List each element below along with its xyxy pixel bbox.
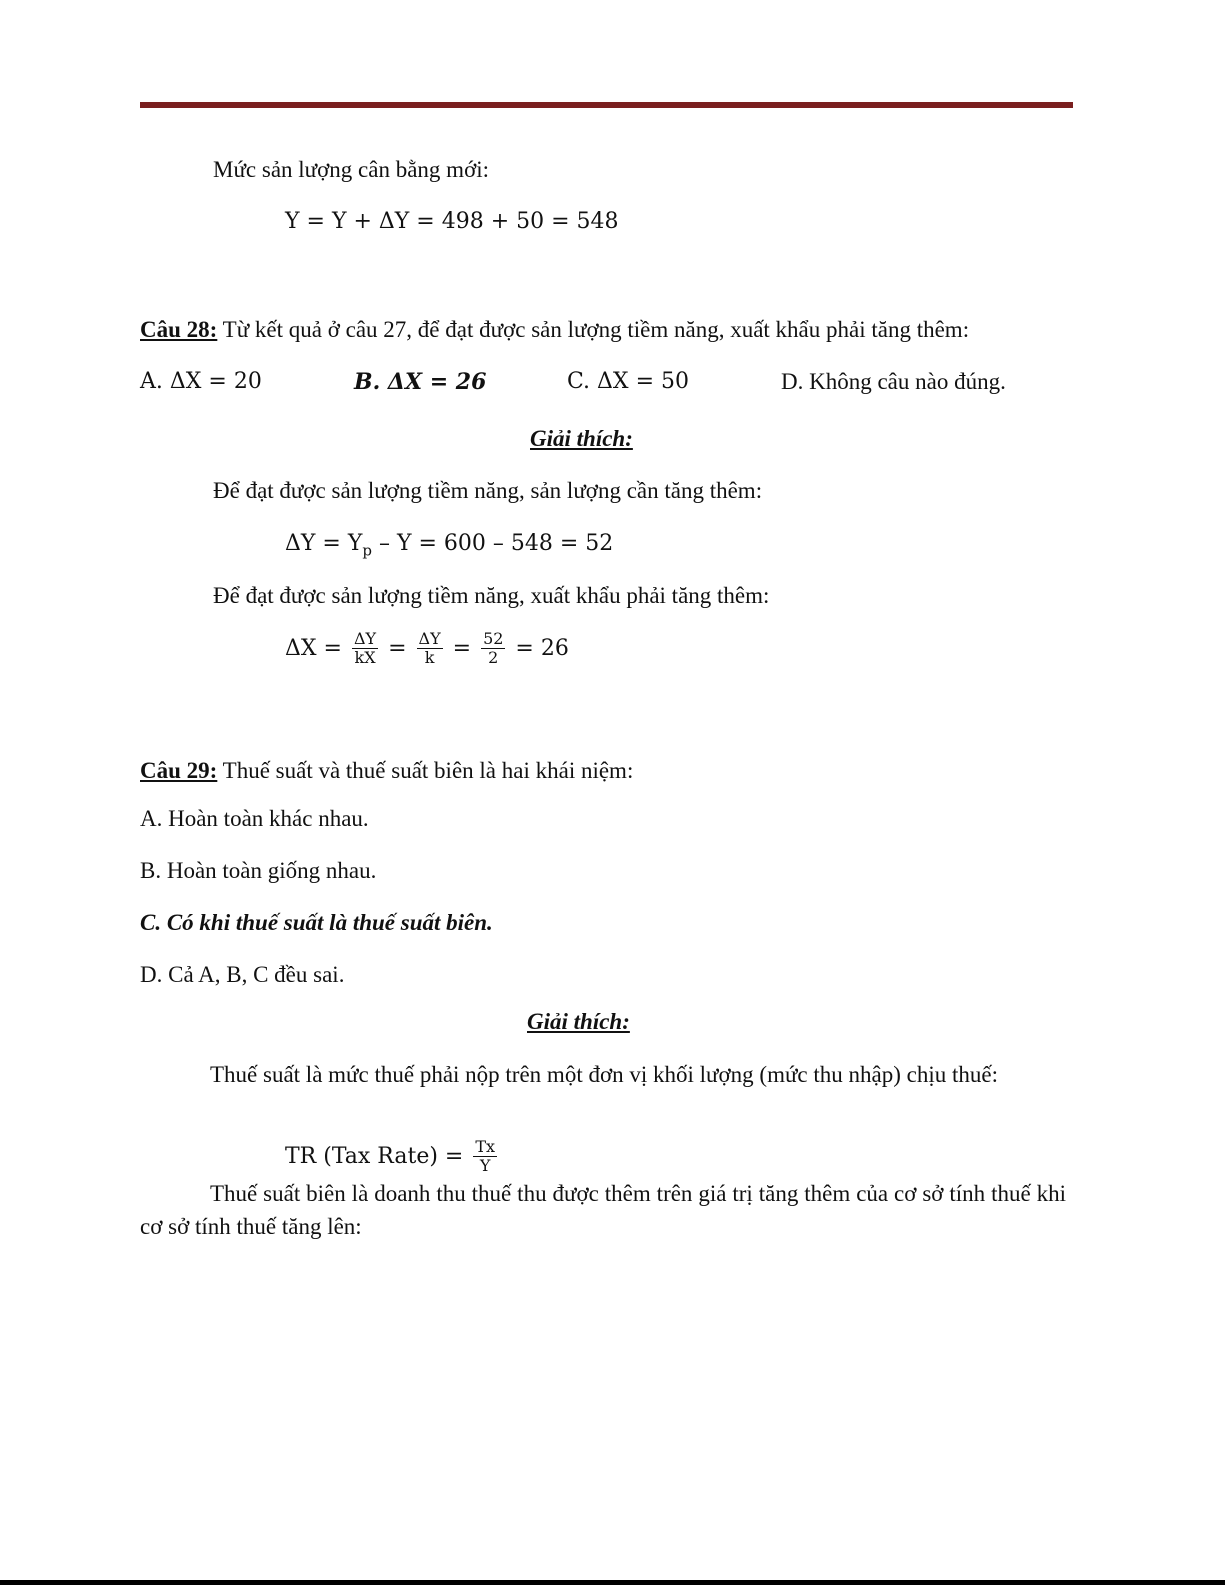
q28-equation-delta-y [285,531,613,559]
q28-explain-line2: Để đạt được sản lượng tiềm năng, xuất khẩu phải tăng thêm: [213,583,770,608]
fraction-52-2 [481,630,505,668]
question-29-label: Câu 29: [140,758,218,783]
q29-option-b: B. Hoàn toàn giống nhau. [140,858,377,883]
fraction-tx-y [473,1138,497,1176]
q28-explain-title: Giải thích: [530,426,633,451]
tr-lhs: TR (Tax Rate) = [285,1143,471,1169]
fraction-numerator: ΔY [418,629,441,648]
q29-option-d: D. Cả A, B, C đều sai. [140,962,345,987]
fraction-denominator: k [424,648,435,668]
fraction-denominator: 2 [488,648,499,668]
eq1-suffix: – Y = 600 – 548 = 52 [371,531,614,556]
tax-rate-equation [285,1138,500,1176]
q28-option-c: C. ΔX = 50 [567,369,689,394]
question-28-label: Câu 28: [140,317,218,342]
para1-text: Thuế suất là mức thuế phải nộp trên một đơn vị khối lượng (mức thu nhập) chịu thuế: [210,1062,998,1087]
eq2-rhs: = 26 [508,635,569,661]
intro-equation: Y = Y + ΔY = 498 + 50 = 548 [285,209,619,234]
header-rule [140,102,1073,108]
fraction-dy-kx [352,630,378,668]
fraction-dy-k [417,630,443,668]
eq2-lhs: ΔX = [285,635,349,661]
question-29-text: Thuế suất và thuế suất biên là hai khái niệm: [217,758,634,783]
eq1-prefix: ΔY = Y [285,531,363,556]
q29-explain-para1 [140,1058,1066,1091]
q29-explain-title: Giải thích: [527,1009,630,1034]
q29-explain-para2 [140,1177,1066,1243]
fraction-denominator: kX [354,648,376,668]
para2-text: Thuế suất biên là doanh thu thuế thu được thêm trên giá trị tăng thêm của cơ sở tính thuế khi cơ sở tính thuế tăng lên: [140,1181,1066,1239]
eq2-equals: = [381,635,414,661]
eq2-equals: = [445,635,479,661]
question-28 [140,317,969,343]
q28-option-b: B. ΔX = 26 [354,369,487,395]
question-29 [140,758,633,784]
q28-option-a: A. ΔX = 20 [140,369,262,394]
q29-option-c: C. Có khi thuế suất là thuế suất biên. [140,910,493,935]
eq1-sub: p [362,541,372,560]
fraction-numerator: ΔY [353,629,377,648]
fraction-numerator: Tx [475,1137,496,1156]
fraction-denominator: Y [479,1156,491,1176]
q29-option-a: A. Hoàn toàn khác nhau. [140,806,369,831]
intro-text: Mức sản lượng cân bằng mới: [213,157,490,182]
question-28-text: Từ kết quả ở câu 27, để đạt được sản lượng tiềm năng, xuất khẩu phải tăng thêm: [217,317,970,342]
q28-option-d: D. Không câu nào đúng. [781,369,1006,394]
fraction-numerator: 52 [483,629,504,648]
q28-explain-line1: Để đạt được sản lượng tiềm năng, sản lượng cần tăng thêm: [213,478,763,503]
q28-equation-delta-x [285,630,569,668]
page-bottom-edge [0,1580,1225,1585]
